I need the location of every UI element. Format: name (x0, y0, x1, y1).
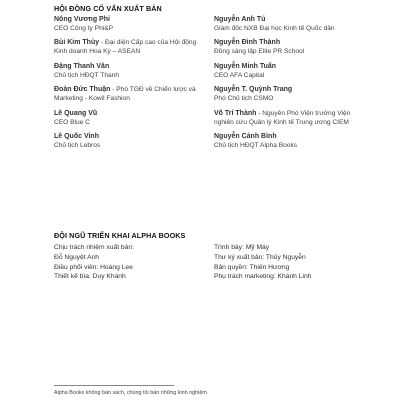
footer-tagline: Alpha Books không bán sách, chúng tôi bán những kinh nghiệm (54, 390, 207, 396)
team-credit-line: Trình bày: Mỹ Máy (214, 244, 270, 251)
advisory-board-title: HỘI ĐỒNG CỐ VẤN XUẤT BẢN (54, 4, 162, 13)
team-credit-line: Bản quyền: Thiên Hương (214, 263, 290, 271)
team-credit-line: Phụ trách marketing: Khánh Linh (214, 273, 312, 281)
board-member-name: Nguyễn Cảnh Bình (214, 132, 277, 140)
board-member-name: Đoàn Đức Thuận (54, 86, 111, 94)
team-credit-line: Thiết kế bìa: Duy Khánh (54, 273, 126, 281)
board-member-name: Nguyễn T. Quỳnh Trang (214, 86, 293, 94)
board-member (214, 85, 364, 103)
footer-divider (54, 385, 174, 386)
team-credit-line: Chịu trách nhiệm xuất bản: (54, 244, 134, 251)
board-member-name: Nguyễn Anh Tú (214, 16, 266, 23)
board-member-role: Đồng sáng lập Elite PR School (214, 48, 305, 56)
board-member-name: Lê Quốc Vinh (54, 132, 99, 140)
advisory-board-left-column (54, 15, 204, 155)
board-member-name: Nguyễn Đình Thành (214, 39, 281, 47)
board-member-name: Võ Trí Thành (214, 109, 257, 117)
team-credit-line: Thư ký xuất bản: Thủy Nguyễn (214, 253, 306, 261)
board-member-role: - Đại diện Cấp cao của Hội đồng Kinh doanh Hoa Kỳ – ASEAN (54, 39, 197, 56)
advisory-board-right-column (214, 15, 364, 155)
board-member (214, 109, 364, 127)
board-member (214, 15, 364, 33)
board-member-role: Chủ tịch HĐQT Thanh (54, 71, 119, 79)
board-member-name: Nông Vương Phi (54, 16, 110, 23)
board-member (214, 38, 364, 56)
board-member (214, 62, 364, 80)
board-member-role: CEO Blue C (54, 118, 90, 126)
board-member-name: Lê Quang Vũ (54, 109, 98, 117)
board-member-name: Đặng Thanh Vân (54, 62, 110, 70)
board-member-role: - Nguyên Phó Viện trưởng Viện nghiên cứu Quản lý Kinh tế Trung ương CIEM (214, 109, 351, 126)
board-member-role: Chủ tịch Lebros (54, 141, 101, 149)
board-member (54, 62, 204, 80)
board-member (214, 132, 364, 150)
board-member-role: CEO AFA Capital (214, 71, 265, 79)
board-member (54, 38, 204, 56)
board-member (54, 109, 204, 127)
team-section-title: ĐỘI NGŨ TRIỂN KHAI ALPHA BOOKS (54, 231, 186, 240)
board-member-name: Bùi Kim Thùy (54, 39, 100, 47)
board-member-role: Phó Chủ tịch CSMO (214, 95, 274, 103)
board-member-role: - Phó TGĐ về Chiến lược và Marketing - Kowil Fashion (54, 86, 196, 103)
team-left-column (54, 243, 134, 282)
board-member (54, 15, 204, 33)
team-credit-line: Đỗ Nguyệt Anh (54, 253, 99, 261)
team-right-column (214, 243, 311, 282)
board-member-role: Giám đốc NXB Đại học Kinh tế Quốc dân (214, 25, 335, 32)
board-member-role: Chủ tịch HĐQT Alpha Books (214, 141, 298, 149)
board-member (54, 85, 204, 103)
board-member-name: Nguyễn Minh Tuấn (214, 62, 277, 70)
team-credit-line: Điều phối viên: Hoàng Lee (54, 263, 133, 271)
board-member-role: CEO Công ty Phi&P (54, 25, 114, 32)
board-member (54, 132, 204, 150)
